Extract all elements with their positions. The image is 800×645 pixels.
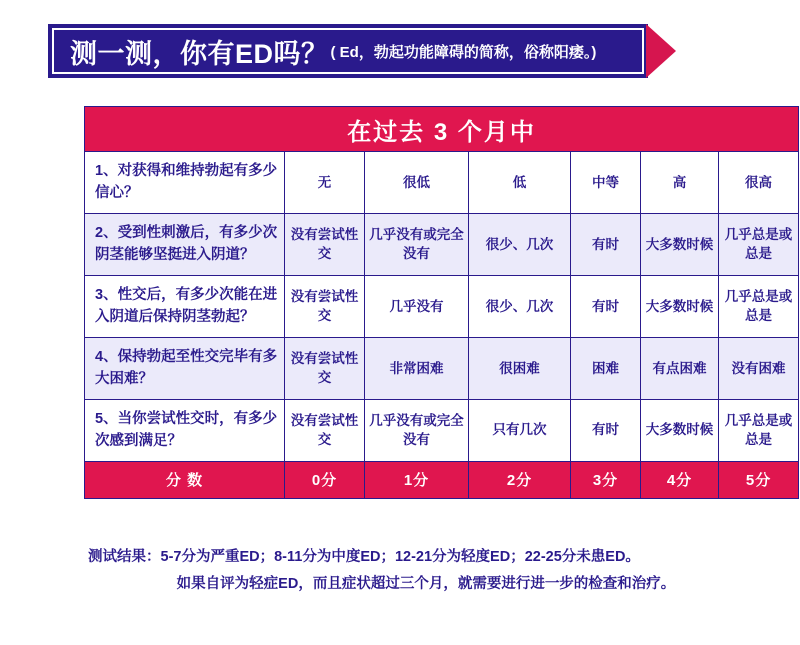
option-cell[interactable]: 没有尝试性交 bbox=[285, 399, 365, 461]
table-row bbox=[85, 152, 799, 214]
result-note-line-2: 如果自评为轻症ED，而且症状超过三个月，就需要进行进一步的检查和治疗。 bbox=[176, 575, 676, 592]
option-cell[interactable]: 几乎没有或完全没有 bbox=[365, 213, 469, 275]
score-label: 分 数 bbox=[85, 461, 285, 498]
option-cell[interactable]: 很低 bbox=[365, 152, 469, 214]
option-cell[interactable]: 几乎没有 bbox=[365, 275, 469, 337]
option-cell[interactable]: 几乎总是或总是 bbox=[719, 275, 799, 337]
option-cell[interactable]: 无 bbox=[285, 152, 365, 214]
result-note bbox=[84, 544, 768, 598]
option-cell[interactable]: 大多数时候 bbox=[641, 213, 719, 275]
page-title: 测一测，你有ED吗？ bbox=[70, 38, 329, 69]
score-cell: 2分 bbox=[469, 461, 571, 498]
table-row bbox=[85, 275, 799, 337]
table-title-row bbox=[85, 107, 799, 152]
table-title: 在过去 3 个月中 bbox=[85, 107, 799, 152]
option-cell[interactable]: 有时 bbox=[571, 399, 641, 461]
option-cell[interactable]: 没有尝试性交 bbox=[285, 275, 365, 337]
option-cell[interactable]: 大多数时候 bbox=[641, 275, 719, 337]
option-cell[interactable]: 中等 bbox=[571, 152, 641, 214]
score-cell: 1分 bbox=[365, 461, 469, 498]
option-cell[interactable]: 大多数时候 bbox=[641, 399, 719, 461]
option-cell[interactable]: 没有尝试性交 bbox=[285, 337, 365, 399]
table-row bbox=[85, 399, 799, 461]
question-text: 3、性交后，有多少次能在进入阴道后保持阴茎勃起？ bbox=[85, 275, 285, 337]
score-row bbox=[85, 461, 799, 498]
question-text: 2、受到性刺激后，有多少次阴茎能够坚挺进入阴道？ bbox=[85, 213, 285, 275]
question-text: 5、当你尝试性交时，有多少次感到满足？ bbox=[85, 399, 285, 461]
option-cell[interactable]: 很少、几次 bbox=[469, 213, 571, 275]
option-cell[interactable]: 只有几次 bbox=[469, 399, 571, 461]
option-cell[interactable]: 有时 bbox=[571, 275, 641, 337]
score-cell: 4分 bbox=[641, 461, 719, 498]
header-banner bbox=[48, 24, 668, 78]
question-text: 4、保持勃起至性交完毕有多大困难？ bbox=[85, 337, 285, 399]
option-cell[interactable]: 高 bbox=[641, 152, 719, 214]
table-row bbox=[85, 337, 799, 399]
score-cell: 3分 bbox=[571, 461, 641, 498]
option-cell[interactable]: 没有尝试性交 bbox=[285, 213, 365, 275]
option-cell[interactable]: 有点困难 bbox=[641, 337, 719, 399]
option-cell[interactable]: 几乎总是或总是 bbox=[719, 399, 799, 461]
option-cell[interactable]: 很困难 bbox=[469, 337, 571, 399]
question-text: 1、对获得和维持勃起有多少信心？ bbox=[85, 152, 285, 214]
option-cell[interactable]: 低 bbox=[469, 152, 571, 214]
option-cell[interactable]: 很高 bbox=[719, 152, 799, 214]
score-cell: 0分 bbox=[285, 461, 365, 498]
score-cell: 5分 bbox=[719, 461, 799, 498]
option-cell[interactable]: 非常困难 bbox=[365, 337, 469, 399]
quiz-table bbox=[84, 106, 799, 499]
option-cell[interactable]: 几乎没有或完全没有 bbox=[365, 399, 469, 461]
option-cell[interactable]: 没有困难 bbox=[719, 337, 799, 399]
option-cell[interactable]: 几乎总是或总是 bbox=[719, 213, 799, 275]
result-note-line-1: 测试结果：5-7分为严重ED；8-11分为中度ED；12-21分为轻度ED；22-25分未患ED。 bbox=[88, 549, 640, 565]
quiz-table-wrapper bbox=[84, 106, 793, 499]
option-cell[interactable]: 很少、几次 bbox=[469, 275, 571, 337]
table-row bbox=[85, 213, 799, 275]
option-cell[interactable]: 困难 bbox=[571, 337, 641, 399]
page-subtitle: ( Ed，勃起功能障碍的简称，俗称阳痿。) bbox=[330, 43, 597, 61]
banner-inner-frame bbox=[52, 28, 644, 74]
option-cell[interactable]: 有时 bbox=[571, 213, 641, 275]
banner-arrow-icon bbox=[646, 24, 676, 78]
